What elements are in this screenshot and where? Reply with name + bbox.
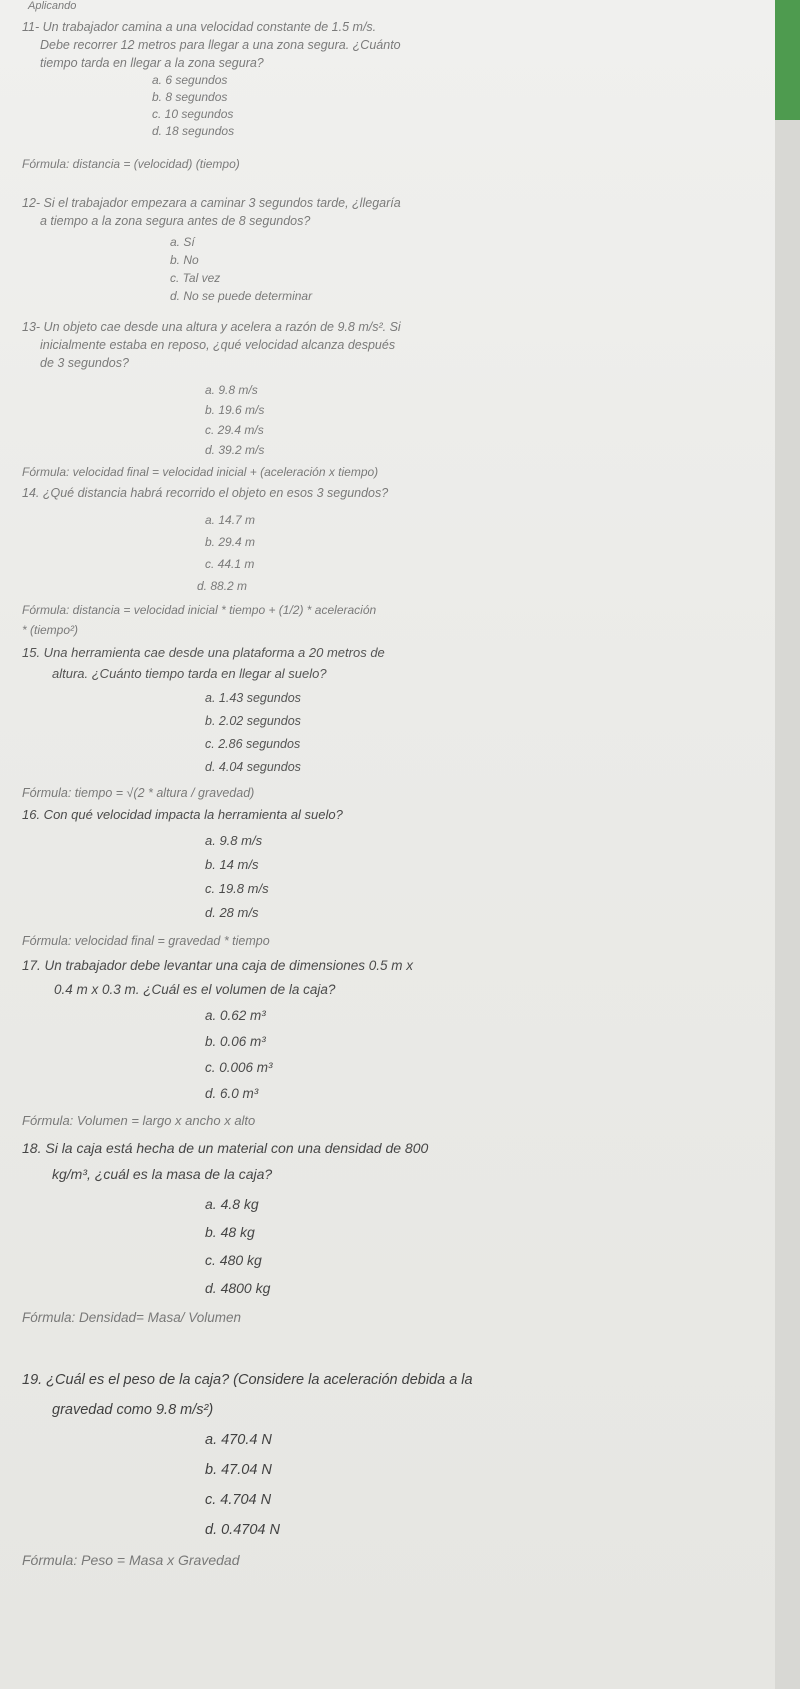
green-background-strip bbox=[775, 0, 800, 120]
q15-option-a: a. 1.43 segundos bbox=[205, 691, 301, 705]
q19-formula: Fórmula: Peso = Masa x Gravedad bbox=[22, 1552, 240, 1568]
q14-option-b: b. 29.4 m bbox=[205, 535, 256, 549]
q16-option-c: c. 19.8 m/s bbox=[205, 881, 269, 896]
q19-line2: gravedad como 9.8 m/s²) bbox=[52, 1402, 214, 1418]
q15-option-b: b. 2.02 segundos bbox=[205, 714, 301, 728]
q18-line2: kg/m³, ¿cuál es la masa de la caja? bbox=[52, 1166, 273, 1182]
q19-option-a: a. 470.4 N bbox=[205, 1432, 272, 1448]
q13-line3: de 3 segundos? bbox=[40, 356, 129, 370]
q18-option-a: a. 4.8 kg bbox=[205, 1196, 259, 1212]
q18-option-b: b. 48 kg bbox=[205, 1224, 255, 1240]
top-word: Aplicando bbox=[28, 0, 77, 12]
q15-option-c: c. 2.86 segundos bbox=[205, 737, 301, 751]
q16-option-a: a. 9.8 m/s bbox=[205, 833, 263, 848]
q12-option-b: b. No bbox=[170, 253, 199, 267]
q17-line2: 0.4 m x 0.3 m. ¿Cuál es el volumen de la caja? bbox=[54, 982, 336, 997]
q17-option-c: c. 0.006 m³ bbox=[205, 1060, 273, 1075]
q13-line1: 13- Un objeto cae desde una altura y acelera a razón de 9.8 m/s². Si bbox=[22, 320, 401, 334]
q12-option-d: d. No se puede determinar bbox=[170, 289, 313, 303]
q11-line1: 11- Un trabajador camina a una velocidad constante de 1.5 m/s. bbox=[22, 20, 377, 34]
q16-option-d: d. 28 m/s bbox=[205, 905, 259, 920]
q16-formula: Fórmula: velocidad final = gravedad * tiempo bbox=[22, 934, 270, 948]
q11-line2: Debe recorrer 12 metros para llegar a una zona segura. ¿Cuánto bbox=[40, 38, 401, 52]
q13-formula: Fórmula: velocidad final = velocidad inicial + (aceleración x tiempo) bbox=[22, 465, 379, 479]
q13-option-a: a. 9.8 m/s bbox=[205, 383, 258, 397]
q17-option-b: b. 0.06 m³ bbox=[205, 1034, 266, 1049]
q12-line1: 12- Si el trabajador empezara a caminar 3 segundos tarde, ¿llegaría bbox=[22, 196, 401, 210]
q17-line1: 17. Un trabajador debe levantar una caja de dimensiones 0.5 m x bbox=[22, 958, 413, 973]
q11-option-d: d. 18 segundos bbox=[152, 124, 235, 138]
q18-option-d: d. 4800 kg bbox=[205, 1280, 271, 1296]
q13-line2: inicialmente estaba en reposo, ¿qué velocidad alcanza después bbox=[40, 338, 396, 352]
q14-formula-line2: * (tiempo²) bbox=[22, 623, 79, 637]
q17-formula: Fórmula: Volumen = largo x ancho x alto bbox=[22, 1113, 256, 1128]
q16-text: 16. Con qué velocidad impacta la herramienta al suelo? bbox=[22, 807, 343, 822]
q14-option-d: d. 88.2 m bbox=[197, 579, 248, 593]
q16-option-b: b. 14 m/s bbox=[205, 857, 259, 872]
q13-option-b: b. 19.6 m/s bbox=[205, 403, 265, 417]
q11-option-b: b. 8 segundos bbox=[152, 90, 228, 104]
q12-option-a: a. Sí bbox=[170, 235, 195, 249]
q14-option-c: c. 44.1 m bbox=[205, 557, 255, 571]
q11-option-c: c. 10 segundos bbox=[152, 107, 234, 121]
q15-formula: Fórmula: tiempo = √(2 * altura / gravedad) bbox=[22, 786, 255, 800]
q18-formula: Fórmula: Densidad= Masa/ Volumen bbox=[22, 1310, 241, 1325]
q14-formula-line1: Fórmula: distancia = velocidad inicial * tiempo + (1/2) * aceleración bbox=[22, 603, 377, 617]
q14-text: 14. ¿Qué distancia habrá recorrido el objeto en esos 3 segundos? bbox=[22, 486, 389, 500]
q13-option-c: c. 29.4 m/s bbox=[205, 423, 264, 437]
q17-option-a: a. 0.62 m³ bbox=[205, 1008, 266, 1023]
q17-option-d: d. 6.0 m³ bbox=[205, 1086, 259, 1101]
q11-line3: tiempo tarda en llegar a la zona segura? bbox=[40, 56, 264, 70]
q15-option-d: d. 4.04 segundos bbox=[205, 760, 301, 774]
q12-option-c: c. Tal vez bbox=[170, 271, 221, 285]
q19-option-b: b. 47.04 N bbox=[205, 1462, 272, 1478]
gray-background-strip bbox=[775, 120, 800, 1689]
q13-option-d: d. 39.2 m/s bbox=[205, 443, 265, 457]
q18-option-c: c. 480 kg bbox=[205, 1252, 262, 1268]
q11-formula: Fórmula: distancia = (velocidad) (tiempo) bbox=[22, 157, 240, 171]
q19-line1: 19. ¿Cuál es el peso de la caja? (Considere la aceleración debida a la bbox=[22, 1372, 473, 1388]
q11-option-a: a. 6 segundos bbox=[152, 73, 228, 87]
q15-line1: 15. Una herramienta cae desde una plataforma a 20 metros de bbox=[22, 645, 385, 660]
q18-line1: 18. Si la caja está hecha de un material con una densidad de 800 bbox=[22, 1140, 429, 1156]
q15-line2: altura. ¿Cuánto tiempo tarda en llegar al suelo? bbox=[52, 666, 327, 681]
q14-option-a: a. 14.7 m bbox=[205, 513, 256, 527]
q19-option-d: d. 0.4704 N bbox=[205, 1522, 280, 1538]
q19-option-c: c. 4.704 N bbox=[205, 1492, 272, 1508]
q12-line2: a tiempo a la zona segura antes de 8 segundos? bbox=[40, 214, 311, 228]
